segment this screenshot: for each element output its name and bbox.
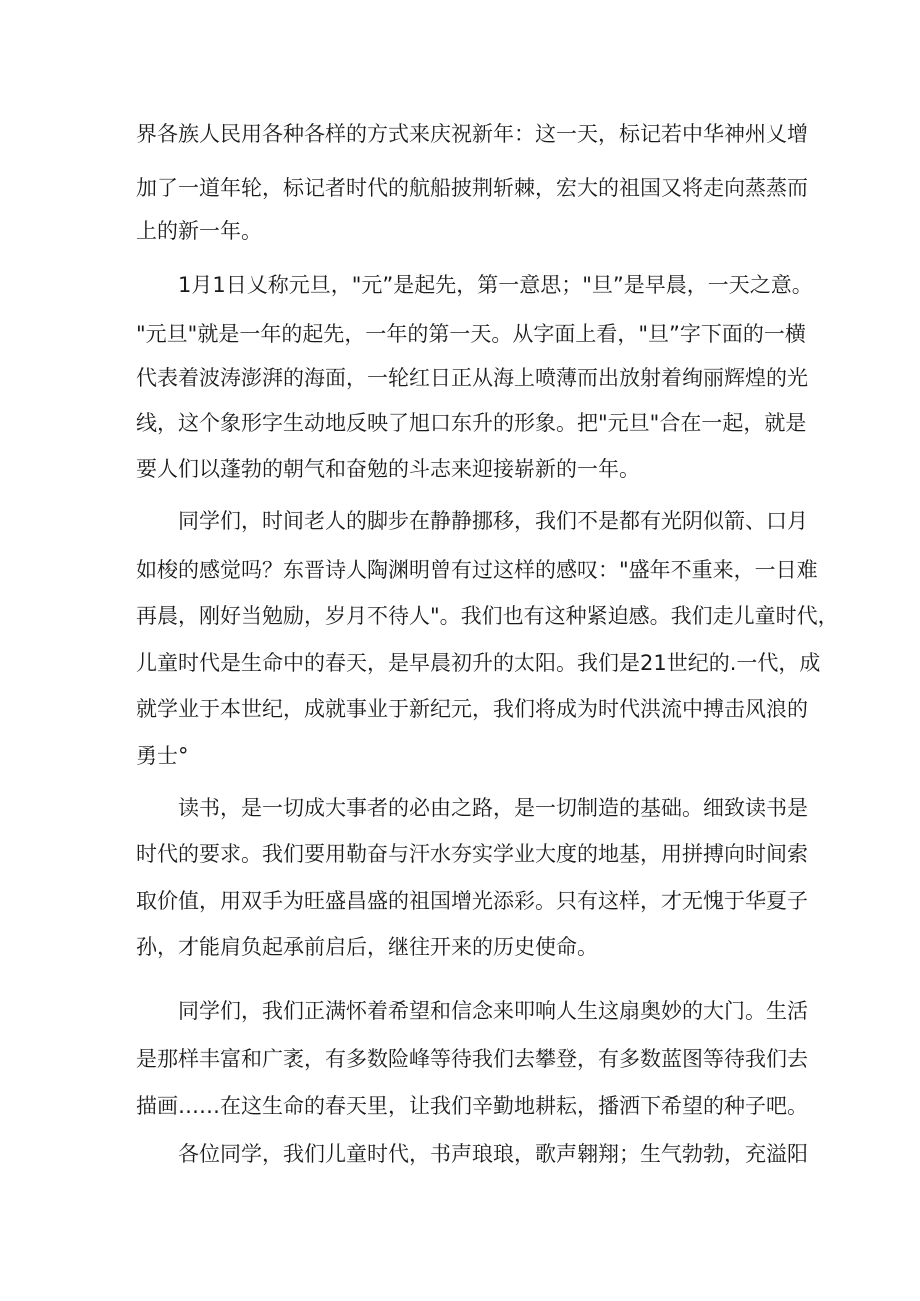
text-line: "元旦"就是一年的起先，一年的第一天。从字面上看，"旦”字下面的一横 (136, 322, 806, 346)
text-line: 代表着波涛澎湃的海面，一轮红日正从海上喷薄而出放射着绚丽辉煌的光 (136, 366, 808, 390)
text-line: 同学们，时间老人的脚步在静静挪移，我们不是都有光阴似箭、口月 (178, 509, 808, 533)
text-line: 上的新一年。 (136, 219, 262, 243)
text-line: 线，这个象形字生动地反映了旭口东升的形象。把"元旦"合在一起，就是 (136, 411, 807, 435)
text-line: 读书，是一切成大事者的必由之路，是一切制造的基础。细致读书是 (178, 796, 808, 820)
text-line: 各位同学，我们儿童时代，书声琅琅，歌声翱翔；生气勃勃，充溢阳 (178, 1142, 808, 1166)
text-line: 孙，才能肩负起承前启后，继往开来的历史使命。 (136, 935, 598, 959)
text-line: 如梭的感觉吗？东晋诗人陶渊明曾有过这样的感叹："盛年不重来，一日难 (136, 558, 818, 582)
text-line: 要人们以蓬勃的朝气和奋勉的斗志来迎接崭新的一年。 (136, 457, 640, 481)
text-line: 1月1日乂称元旦，"元”是起先，第一意思；"旦”是早晨，一天之意。 (178, 273, 813, 297)
text-line: 界各族人民用各种各样的方式来庆祝新年：这一天，标记若中华神州乂增 (136, 122, 808, 146)
text-line: 取价值，用双手为旺盛昌盛的祖国增光添彩。只有这样，才无愧于华夏子 (136, 889, 808, 913)
text-line: 就学业于本世纪，成就事业于新纪元，我们将成为时代洪流中搏击风浪的 (136, 697, 808, 721)
text-line: 时代的要求。我们要用勒奋与汗水夯实学业大度的地基，用拼搏向时间索 (136, 842, 808, 866)
text-line: 勇士° (136, 744, 189, 768)
text-line: 加了一道年轮，标记者时代的航船披荆斩棘，宏大的祖国又将走向蒸蒸而 (136, 176, 808, 200)
text-line: 儿童时代是生命中的春天，是早晨初升的太阳。我们是21世纪的.一代，成 (136, 651, 821, 675)
text-line: 是那样丰富和广袤，有多数险峰等待我们去攀登，有多数蓝图等待我们去 (136, 1047, 808, 1071)
text-line: 同学们，我们正满怀着希望和信念来叩响人生这扇奥妙的大门。生活 (178, 999, 808, 1023)
text-line: 描画……在这生命的春天里，让我们辛勤地耕耘，播洒下希望的种子吧。 (136, 1094, 808, 1118)
text-line: 再晨，刚好当勉励，岁月不待人"。我们也有这种紧迫感。我们走儿童时代， (136, 604, 839, 628)
